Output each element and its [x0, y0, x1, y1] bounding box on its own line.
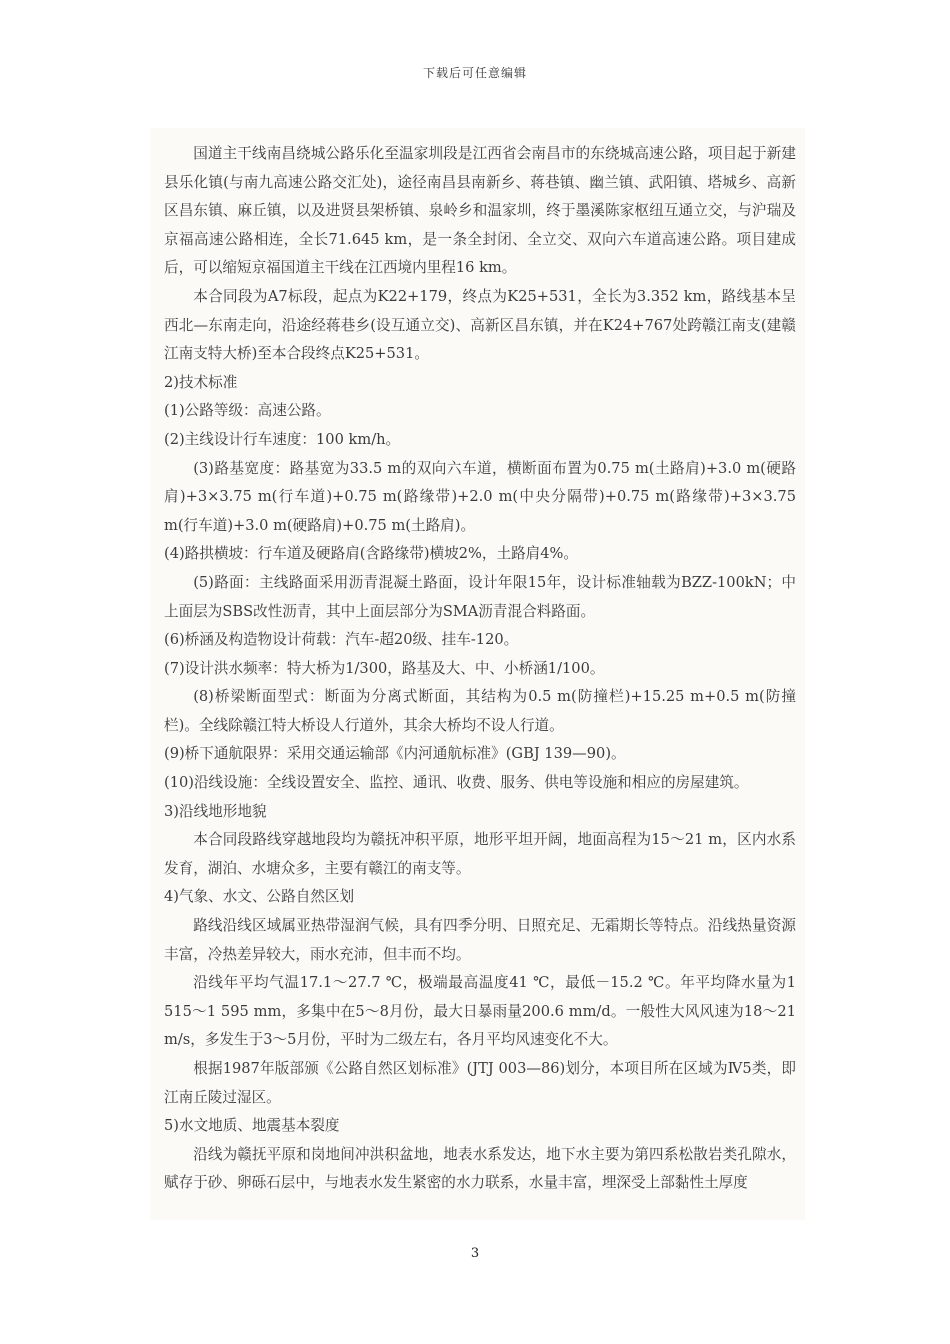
standard-pavement: (5)路面：主线路面采用沥青混凝土路面，设计年限15年，设计标准轴载为BZZ-100kN；中上面层为SBS改性沥青，其中上面层部分为SMA沥青混合料路面。: [164, 573, 796, 620]
paragraph-contract-section: 本合同段为A7标段，起点为K22+179，终点为K25+531，全长为3.352 km，路线基本呈西北—东南走向，沿途经蒋巷乡(设互通立交)、高新区昌东镇，并在K24+767处跨赣江南支(建赣江南支特大桥)至本合段终点K25+531。: [164, 287, 796, 363]
paragraph-project-overview: 国道主干线南昌绕城公路乐化至温家圳段是江西省会南昌市的东绕城高速公路，项目起于新建县乐化镇(与南九高速公路交汇处)，途径南昌县南新乡、蒋巷镇、幽兰镇、武阳镇、塔城乡、高新区昌东镇、麻丘镇，以及进贤县架桥镇、泉岭乡和温家圳，终于墨溪陈家枢纽互通立交，与沪瑞及京福高速公路相连，全长71.645 km，是一条全封闭、全立交、双向六车道高速公路。项目建成后，可以缩短京福国道主干线在江西境内里程16 km。: [164, 145, 796, 277]
paragraph-natural-zoning: 根据1987年版部颁《公路自然区划标准》(JTJ 003—86)划分，本项目所在区域为Ⅳ5类，即江南丘陵过湿区。: [164, 1060, 796, 1106]
standard-road-grade: (1)公路等级：高速公路。: [164, 402, 331, 420]
standard-design-speed: (2)主线设计行车速度：100 km/h。: [164, 430, 401, 448]
heading-climate-hydrology: 4)气象、水文、公路自然区划: [164, 888, 355, 906]
paragraph-terrain: 本合同段路线穿越地段均为赣抚冲积平原，地形平坦开阔，地面高程为15～21 m，区内水系发育，湖泊、水塘众多，主要有赣江的南支等。: [164, 831, 796, 877]
header-note: 下载后可任意编辑: [422, 66, 527, 80]
standard-navigation-clearance: (9)桥下通航限界：采用交通运输部《内河通航标准》(GBJ 139—90)。: [164, 745, 626, 763]
document-body: [164, 140, 796, 1198]
paragraph-hydrogeology: 沿线为赣抚平原和岗地间冲洪积盆地，地表水系发达，地下水主要为第四系松散岩类孔隙水，赋存于砂、卵砾石层中，与地表水发生紧密的水力联系，水量丰富，埋深受上部黏性土厚度: [164, 1145, 796, 1192]
standard-flood-frequency: (7)设计洪水频率：特大桥为1/300，路基及大、中、小桥涵1/100。: [164, 659, 605, 677]
paragraph-temperature-rainfall: 沿线年平均气温17.1～27.7 ℃，极端最高温度41 ℃，最低－15.2 ℃。年平均降水量为1 515～1 595 mm，多集中在5～8月份，最大日暴雨量200.6 mm/d。一般性大风风速为18～21 m/s，多发生于3～5月份，平时为二级左右，各月平均风速变化不大。: [164, 974, 796, 1049]
standard-bridge-section: (8)桥梁断面型式：断面为分离式断面，其结构为0.5 m(防撞栏)+15.25 m+0.5 m(防撞栏)。全线除赣江特大桥设人行道外，其余大桥均不设人行道。: [164, 688, 796, 734]
standard-roadside-facilities: (10)沿线设施：全线设置安全、监控、通讯、收费、服务、供电等设施和相应的房屋建筑。: [164, 774, 749, 792]
paragraph-climate: 路线沿线区域属亚热带湿润气候，具有四季分明、日照充足、无霜期长等特点。沿线热量资源丰富，冷热差异较大，雨水充沛，但丰而不均。: [164, 917, 796, 963]
standard-crown-slope: (4)路拱横坡：行车道及硬路肩(含路缘带)横坡2%，土路肩4%。: [164, 545, 579, 563]
standard-design-load: (6)桥涵及构造物设计荷载：汽车-超20级、挂车-120。: [164, 631, 519, 649]
heading-terrain: 3)沿线地形地貌: [164, 802, 267, 820]
standard-subgrade-width: (3)路基宽度：路基宽为33.5 m的双向六车道，横断面布置为0.75 m(土路肩)+3.0 m(硬路肩)+3×3.75 m(行车道)+0.75 m(路缘带)+2.0 m(中央分隔带)+0.75 m(路缘带)+3×3.75 m(行车道)+3.0 m(硬路肩)+0.75 m(土路肩)。: [164, 459, 796, 534]
heading-hydrogeology-seismic: 5)水文地质、地震基本裂度: [164, 1117, 340, 1135]
page-number: 3: [470, 1246, 480, 1261]
heading-technical-standards: 2)技术标准: [164, 373, 238, 391]
